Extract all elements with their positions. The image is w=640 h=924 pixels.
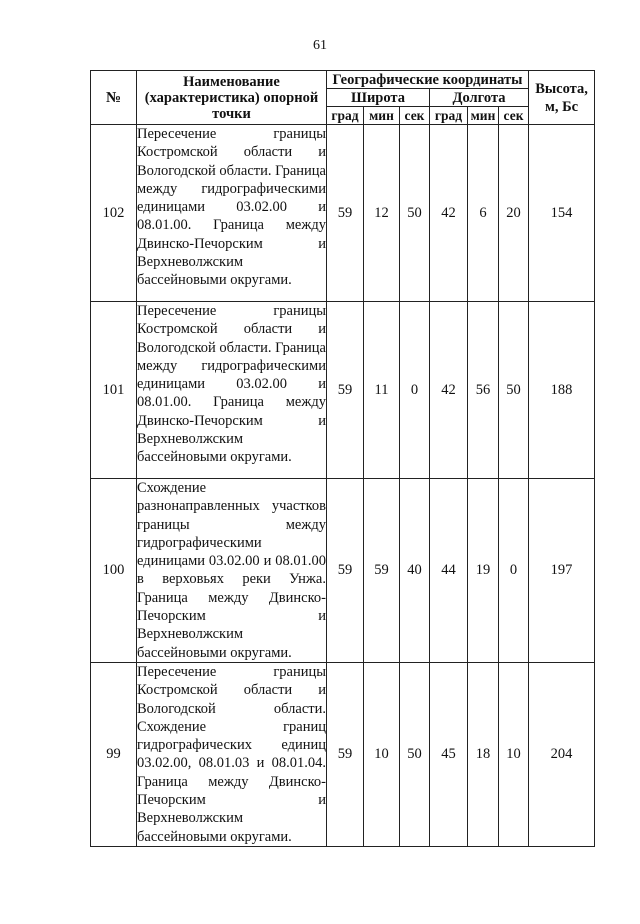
row-number: 101 <box>91 302 137 479</box>
header-lon-deg: град <box>430 107 468 125</box>
height-value: 204 <box>529 662 595 846</box>
lon-sec: 20 <box>499 125 529 302</box>
lon-sec: 0 <box>499 479 529 663</box>
lon-min: 19 <box>468 479 499 663</box>
table-row <box>91 302 595 479</box>
header-height: Высота, м, Бс <box>529 71 595 125</box>
point-description: Схождение разнонаправленных участков границы между гидрографическими единицами 03.02.00 и 08.01.00 в верховьях реки Унжа. Граница между Двинско-Печорским и Верхневолжским бассейновыми округами. <box>137 480 326 661</box>
coordinates-table <box>90 70 595 847</box>
lon-deg: 42 <box>430 125 468 302</box>
table-row <box>91 479 595 663</box>
row-number: 100 <box>91 479 137 663</box>
lon-min: 6 <box>468 125 499 302</box>
lat-min: 11 <box>364 302 400 479</box>
header-lat-min: мин <box>364 107 400 125</box>
point-description: Пересечение границы Костромской области и Вологодской области. Схождение границ гидрографических единиц 03.02.00, 08.01.03 и 08.01.04. Граница между Двинско-Печорским и Верхневолжским бассейновыми округами. <box>137 663 326 845</box>
lat-deg: 59 <box>327 125 364 302</box>
lon-min: 18 <box>468 662 499 846</box>
lat-min: 10 <box>364 662 400 846</box>
header-name: Наименование (характеристика) опорной точки <box>137 71 327 125</box>
height-value: 188 <box>529 302 595 479</box>
header-lat-deg: град <box>327 107 364 125</box>
table-row <box>91 662 595 846</box>
point-description: Пересечение границы Костромской области и Вологодской области. Граница между гидрографическими единицами 03.02.00 и 08.01.00. Граница между Двинско-Печорским и Верхневолжским бассейновыми округами. <box>137 302 327 479</box>
lon-min: 56 <box>468 302 499 479</box>
header-number: № <box>91 71 137 125</box>
lat-sec: 50 <box>400 125 430 302</box>
header-geo-coordinates: Географические координаты <box>327 71 529 89</box>
lat-sec: 0 <box>400 302 430 479</box>
height-value: 154 <box>529 125 595 302</box>
lat-deg: 59 <box>327 302 364 479</box>
lon-sec: 50 <box>499 302 529 479</box>
lat-sec: 50 <box>400 662 430 846</box>
header-lon-sec: сек <box>499 107 529 125</box>
header-lat-sec: сек <box>400 107 430 125</box>
lon-deg: 44 <box>430 479 468 663</box>
lon-deg: 42 <box>430 302 468 479</box>
header-latitude: Широта <box>327 89 430 107</box>
header-lon-min: мин <box>468 107 499 125</box>
row-number: 99 <box>91 662 137 846</box>
row-number: 102 <box>91 125 137 302</box>
lat-deg: 59 <box>327 662 364 846</box>
lon-sec: 10 <box>499 662 529 846</box>
lat-min: 12 <box>364 125 400 302</box>
height-value: 197 <box>529 479 595 663</box>
table-row <box>91 125 595 302</box>
header-longitude: Долгота <box>430 89 529 107</box>
lat-min: 59 <box>364 479 400 663</box>
lat-sec: 40 <box>400 479 430 663</box>
lon-deg: 45 <box>430 662 468 846</box>
lat-deg: 59 <box>327 479 364 663</box>
page-number: 61 <box>313 38 327 53</box>
point-description: Пересечение границы Костромской области и Вологодской области. Граница между гидрографическими единицами 03.02.00 и 08.01.00. Граница между Двинско-Печорским и Верхневолжским бассейновыми округами. <box>137 125 327 302</box>
